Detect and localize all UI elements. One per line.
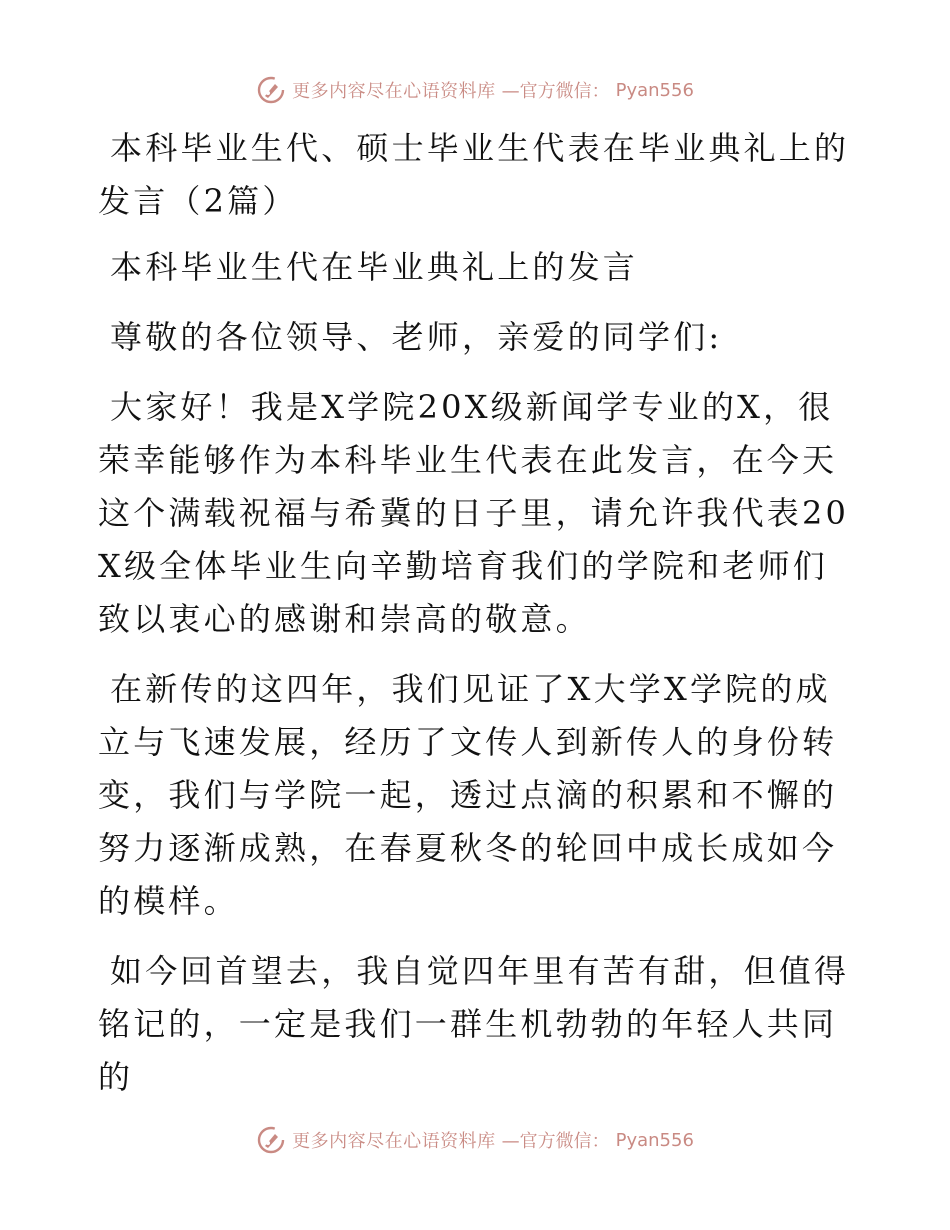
watermark-separator: —官方微信： [501, 1131, 610, 1152]
paragraph: 如今回首望去，我自觉四年里有苦有甜，但值得铭记的，一定是我们一群生机勃勃的年轻人共同的 [98, 952, 850, 1096]
document-body [98, 122, 858, 1121]
document-title: 本科毕业生代、硕士毕业生代表在毕业典礼上的发言（2篇） [98, 129, 850, 220]
salutation: 尊敬的各位领导、老师，亲爱的同学们: [110, 318, 723, 356]
watermark-separator: —官方微信： [501, 81, 610, 102]
watermark-text: 更多内容尽在心语资料库 [292, 1131, 496, 1152]
watermark-text: 更多内容尽在心语资料库 [292, 81, 496, 102]
watermark-handle: Pyan556 [615, 1129, 694, 1151]
header-watermark [0, 70, 950, 110]
paragraph: 在新传的这四年，我们见证了X大学X学院的成立与飞速发展，经历了文传人到新传人的身份转变，我们与学院一起，透过点滴的积累和不懈的努力逐渐成熟，在春夏秋冬的轮回中成长成如今的模样。 [98, 670, 838, 920]
pen-logo-icon [256, 1125, 286, 1155]
watermark-handle: Pyan556 [615, 79, 694, 101]
pen-logo-icon [256, 75, 286, 105]
paragraph: 大家好！我是X学院20X级新闻学专业的X，很荣幸能够作为本科毕业生代表在此发言，在今天这个满载祝福与希冀的日子里，请允许我代表20X级全体毕业生向辛勤培育我们的学院和老师们致以衷心的感谢和崇高的敬意。 [98, 388, 850, 638]
footer-watermark [0, 1120, 950, 1160]
section-heading: 本科毕业生代在毕业典礼上的发言 [110, 248, 639, 286]
